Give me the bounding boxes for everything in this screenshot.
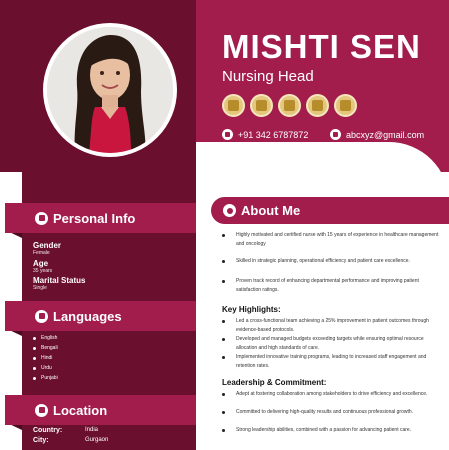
about-me-heading: About Me [241,203,301,218]
location-pin-icon [35,404,48,417]
profile-photo [47,27,173,153]
badge-icon [334,94,357,117]
location-header [5,395,196,425]
email-address: abcxyz@gmail.com [346,129,425,140]
leadership-bullet: Strong leadership abilities, combined with a passion for advancing patient care. [222,426,442,435]
id-card-icon [35,212,48,225]
about-bullet: Skilled in strategic planning, operational efficiency and patient care excellence. [222,257,442,266]
city-row [33,437,108,444]
email-contact[interactable] [330,129,424,140]
phone-contact[interactable] [222,129,308,140]
language-item: English [33,335,57,341]
badge-icon [306,94,329,117]
language-item: Punjabi [33,375,58,381]
personal-info-heading: Personal Info [53,210,136,226]
city-value: Gurgaon [85,437,109,443]
highlight-bullet: Developed and managed budgets exceeding targets while ensuring optimal resource allocation and high standards of care. [222,335,442,353]
gender-label: Gender [33,241,62,250]
certification-badges [222,94,357,117]
highlight-bullet: Implemented innovative training programs, leading to increased staff engagement and retention rates. [222,353,442,371]
country-row [33,427,98,434]
leadership-bullet: Adept at fostering collaboration among stakeholders to drive efficiency and excellence. [222,390,442,399]
languages-header [5,301,196,331]
badge-icon [222,94,245,117]
about-bullet: Highly motivated and certified nurse with 15 years of experience in healthcare management and oncology [222,231,442,249]
age-value: 35 years [33,268,53,274]
leadership-bullet: Committed to delivering high-quality results and continuous professional growth. [222,408,442,417]
phone-number: +91 342 6787872 [238,129,309,140]
language-icon [35,310,48,323]
portrait-image [47,27,173,153]
language-item: Urdu [33,365,52,371]
country-label: Country: [33,427,63,434]
location-heading: Location [53,402,108,418]
city-label: City: [33,437,49,444]
key-highlights-heading: Key Highlights: [222,305,281,314]
user-icon [223,204,236,217]
leadership-heading: Leadership & Commitment: [222,378,327,387]
header-curve [196,142,449,202]
phone-icon [222,129,233,140]
age-label: Age [33,259,49,268]
about-bullet: Proven track record of enhancing departmental performance and improving patient satisfaction ratings. [222,277,442,295]
highlight-bullet: Led a cross-functional team achieving a 25% improvement in patient outcomes through evidence-based protocols. [222,317,442,335]
personal-info-header [5,203,196,233]
job-title: Nursing Head [222,68,314,85]
languages-heading: Languages [53,308,122,324]
marital-status-label: Marital Status [33,276,86,285]
country-value: India [85,427,99,433]
badge-icon [250,94,273,117]
email-icon [330,129,341,140]
about-me-header [211,197,449,224]
language-item: Hindi [33,355,52,361]
candidate-name: MISHTI SEN [222,28,421,65]
marital-status-value: Single [33,285,47,291]
badge-icon [278,94,301,117]
gender-value: Female [33,250,50,256]
language-item: Bengali [33,345,58,351]
